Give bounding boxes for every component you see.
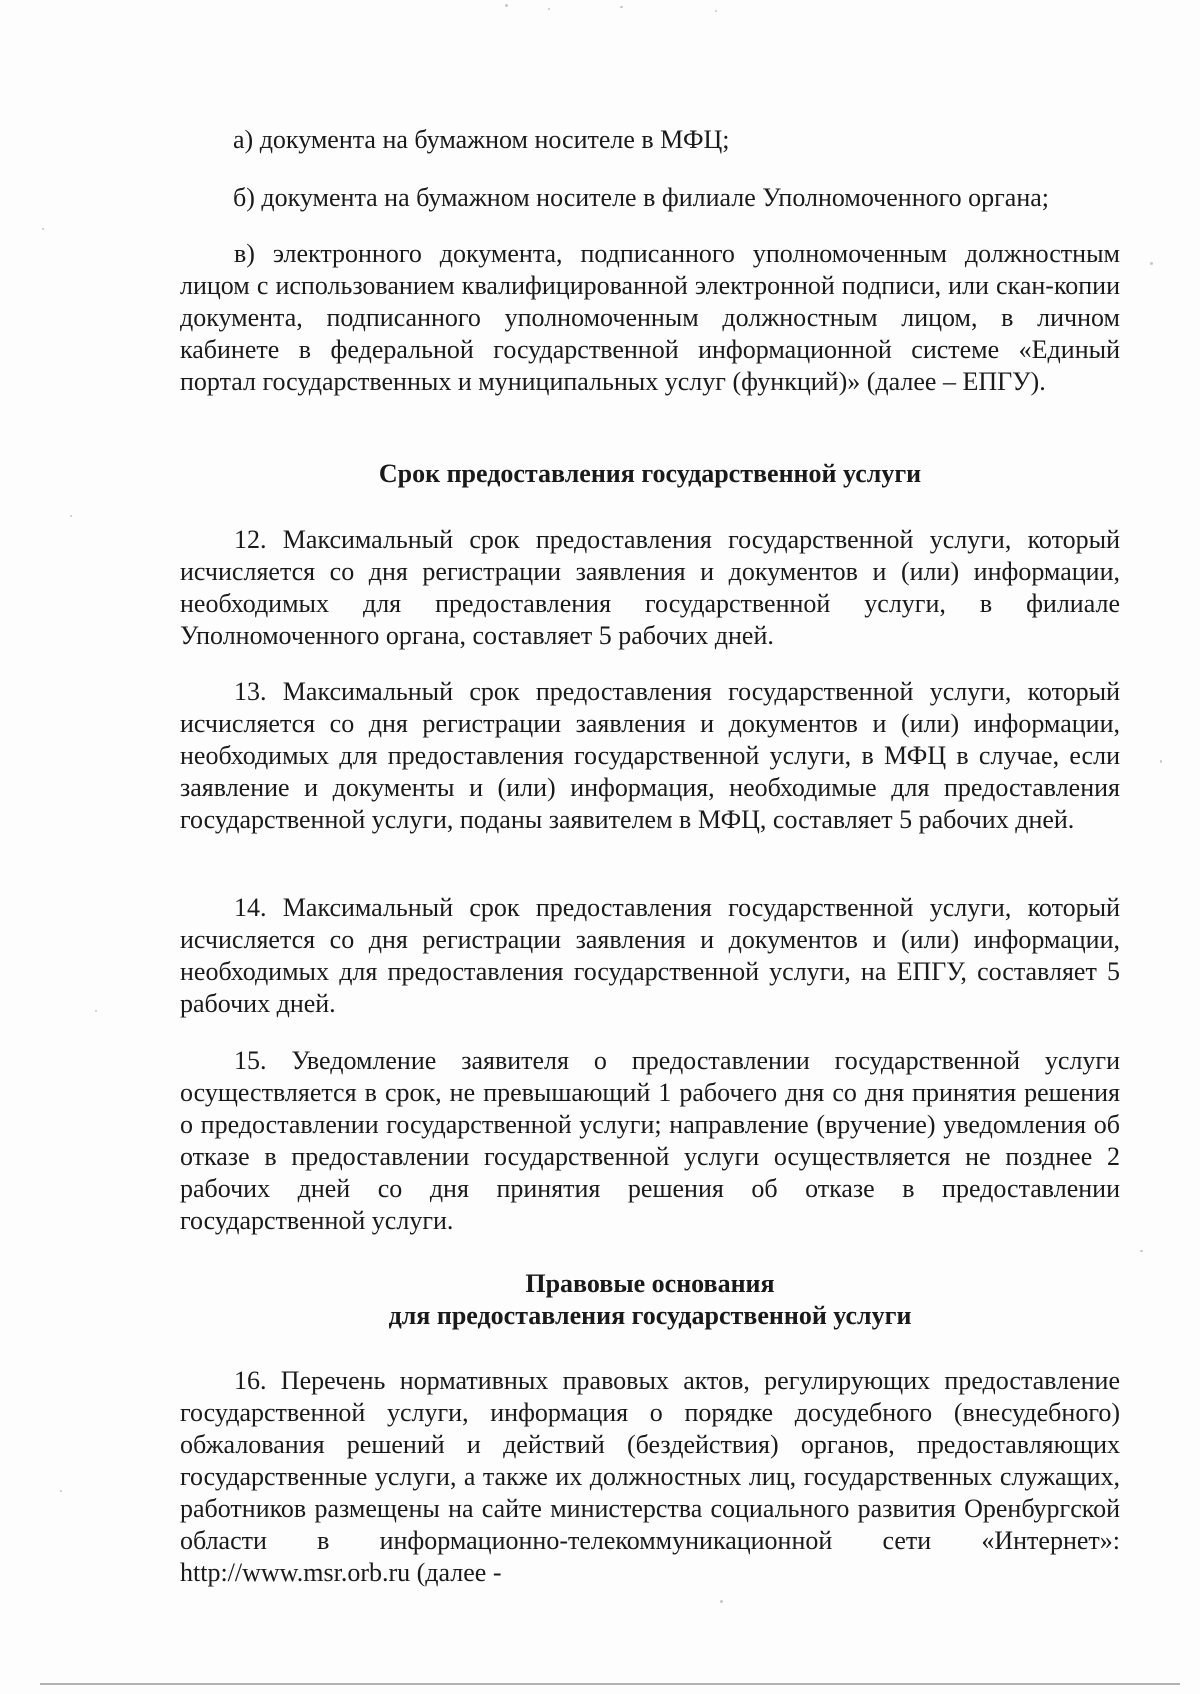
scan-speck [95,1010,97,1012]
scan-speck [60,1490,62,1492]
scan-edge-line [40,1683,1180,1685]
scan-speck [42,228,44,230]
scan-speck [548,8,550,10]
scan-speck [1160,760,1162,763]
scan-speck [715,10,717,12]
section-heading-legal-line1: Правовые основания [525,1269,775,1298]
paragraph-12: 12. Максимальный срок предоставления государственной услуги, который исчисляется со дня регистрации заявления и документов и (или) информации, необходимых для предоставления государственной услуги, в филиале Уполномоченного органа, составляет 5 рабочих дней. [180,525,1120,650]
paragraph-14: 14. Максимальный срок предоставления государственной услуги, который исчисляется со дня регистрации заявления и документов и (или) информации, необходимых для предоставления государственной услуги, на ЕПГУ, составляет 5 рабочих дней. [180,893,1120,1018]
scan-speck [505,4,508,7]
scan-speck [620,6,623,8]
scan-speck [70,515,72,517]
paragraph-16: 16. Перечень нормативных правовых актов, регулирующих предоставление государственной услуги, информация о порядке досудебного (внесудебного) обжалования решений и действий (бездействия) органов, предоставляющих государственные услуги, а также их должностных лиц, государственных служащих, работников размещены на сайте министерства социального развития Оренбургской области в информационно-телекоммуникационной сети «Интернет»: http://www.msr.orb.ru (далее - [180,1366,1120,1587]
scan-speck [720,1600,723,1603]
section-heading-legal-line2: для предоставления государственной услуги [388,1301,912,1330]
list-item-v: в) электронного документа, подписанного уполномоченным должностным лицом с использованием квалифицированной электронной подписи, или скан-копии документа, подписанного уполномоченным должностным лицом, в личном кабинете в федеральной государственной информационной системе «Единый портал государственных и муниципальных услуг (функций)» (далее – ЕПГУ). [180,239,1120,396]
scan-speck [1150,262,1153,265]
paragraph-13: 13. Максимальный срок предоставления государственной услуги, который исчисляется со дня регистрации заявления и документов и (или) информации, необходимых для предоставления государственной услуги, в МФЦ в случае, если заявление и документы и (или) информация, необходимые для предоставления государственной услуги, поданы заявителем в МФЦ, составляет 5 рабочих дней. [180,677,1120,834]
list-item-a: а) документа на бумажном носителе в МФЦ; [233,125,730,154]
scan-speck [1140,1250,1143,1252]
paragraph-15: 15. Уведомление заявителя о предоставлении государственной услуги осуществляется в срок, не превышающий 1 рабочего дня со дня принятия решения о предоставлении государственной услуги; направление (вручение) уведомления об отказе в предоставлении государственной услуги осуществляется не позднее 2 рабочих дней со дня принятия решения об отказе в предоставлении государственной услуги. [180,1046,1120,1235]
list-item-b: б) документа на бумажном носителе в филиале Уполномоченного органа; [233,183,1050,212]
section-heading-term: Срок предоставления государственной услуги [378,459,922,488]
